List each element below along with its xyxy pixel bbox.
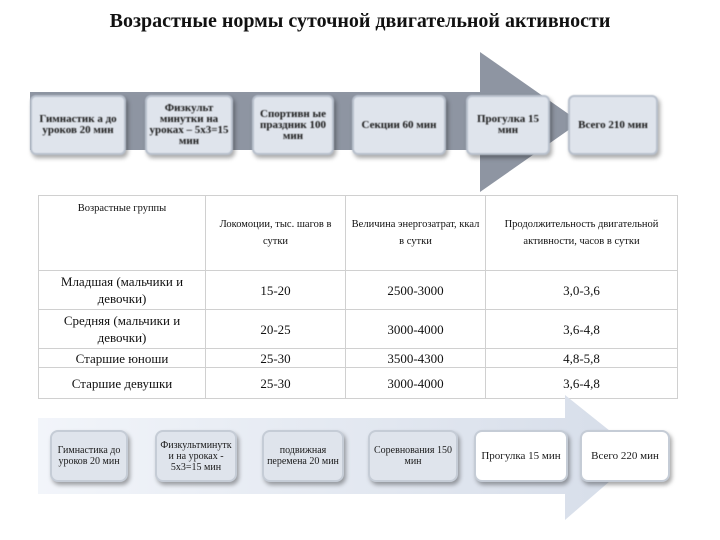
header-age-groups: Возрастные группы (39, 196, 206, 271)
cell-steps: 25-30 (206, 368, 346, 399)
top-step-label: Прогулка 15 мин (477, 113, 539, 136)
cell-steps: 20-25 (206, 310, 346, 349)
bottom-step-label: подвижная перемена 20 мин (267, 445, 339, 467)
cell-group: Средняя (мальчики и девочки) (39, 310, 206, 349)
top-step-total (568, 95, 658, 155)
table-row (39, 349, 678, 368)
bottom-step-morning-gymnastics (50, 430, 128, 482)
top-step-sections (352, 95, 446, 155)
header-duration: Продолжительность двигательной активности, часов в сутки (486, 196, 678, 271)
cell-energy: 3000-4000 (346, 310, 486, 349)
bottom-step-total (580, 430, 670, 482)
cell-group: Старшие юноши (39, 349, 206, 368)
cell-duration: 3,0-3,6 (486, 271, 678, 310)
cell-steps: 15-20 (206, 271, 346, 310)
top-step-walk (466, 95, 550, 155)
top-step-morning-gymnastics (30, 95, 126, 155)
bottom-step-competitions (368, 430, 458, 482)
table-row (39, 310, 678, 349)
bottom-step-walk (474, 430, 568, 482)
bottom-step-label: Прогулка 15 мин (481, 449, 561, 462)
top-step-label: Спортивн ые праздник 100 мин (259, 107, 326, 142)
cell-duration: 3,6-4,8 (486, 310, 678, 349)
activity-norms-table (38, 195, 678, 399)
top-step-label: Физкульт минутки на уроках – 5х3=15 мин (149, 102, 229, 147)
bottom-step-label: Всего 220 мин (591, 449, 659, 462)
cell-energy: 3000-4000 (346, 368, 486, 399)
page-title: Возрастные нормы суточной двигательной активности (109, 10, 611, 32)
top-step-label: Всего 210 мин (578, 118, 648, 131)
top-step-sports-holidays (252, 95, 334, 155)
table-header-row (39, 196, 678, 271)
bottom-step-active-break (262, 430, 344, 482)
bottom-step-label: Гимнастика до уроков 20 мин (57, 445, 121, 467)
top-step-physical-minutes (145, 95, 233, 155)
top-step-label: Секции 60 мин (361, 118, 437, 131)
top-step-label: Гимнастик а до уроков 20 мин (39, 113, 117, 136)
cell-duration: 4,8-5,8 (486, 349, 678, 368)
bottom-step-label: Физкультминутк и на уроках - 5х3=15 мин (160, 439, 232, 473)
cell-group: Младшая (мальчики и девочки) (39, 271, 206, 310)
cell-energy: 2500-3000 (346, 271, 486, 310)
cell-duration: 3,6-4,8 (486, 368, 678, 399)
bottom-step-physical-minutes (155, 430, 237, 482)
header-locomotion: Локомоции, тыс. шагов в сутки (206, 196, 346, 271)
cell-steps: 25-30 (206, 349, 346, 368)
bottom-step-label: Соревнования 150 мин (373, 445, 452, 467)
cell-group: Старшие девушки (39, 368, 206, 399)
header-energy: Величина энергозатрат, ккал в сутки (346, 196, 486, 271)
table-row (39, 271, 678, 310)
cell-energy: 3500-4300 (346, 349, 486, 368)
